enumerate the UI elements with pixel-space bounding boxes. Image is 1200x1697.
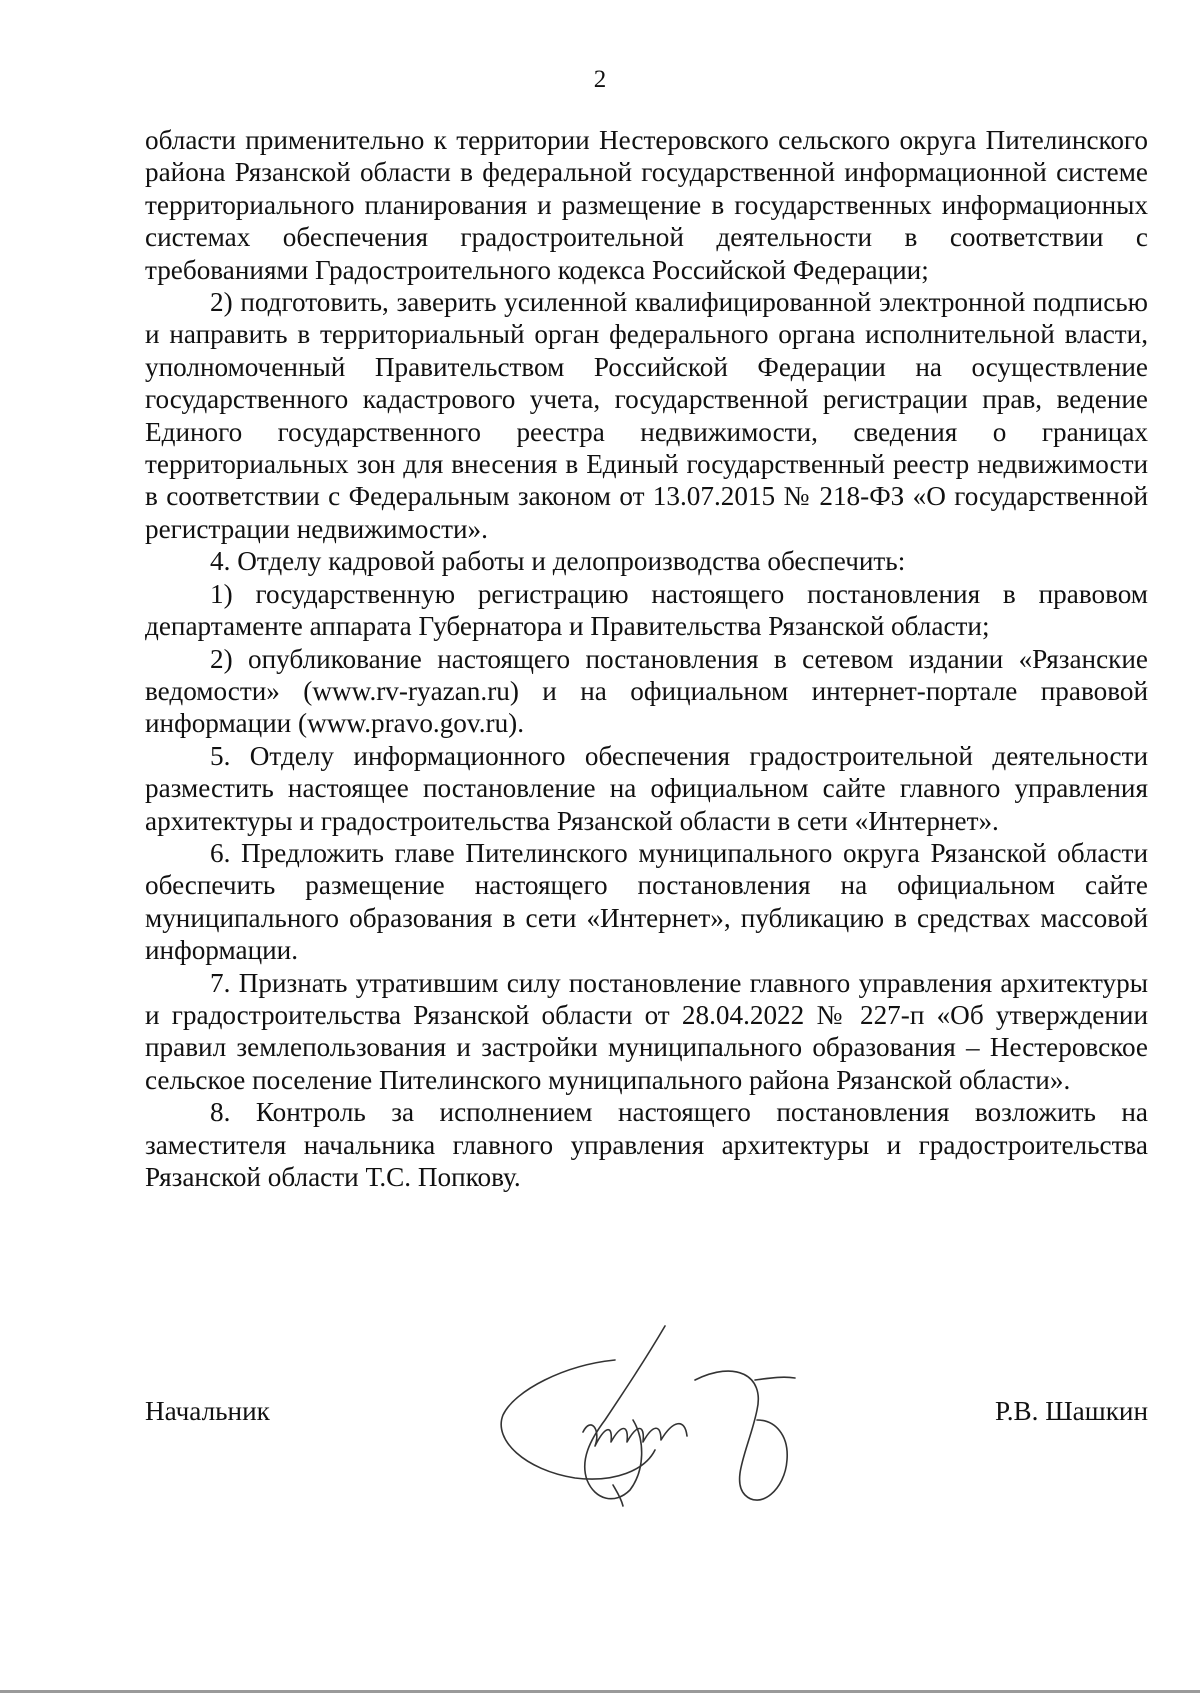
page-number: 2 (593, 66, 607, 93)
paragraph-5: 2) опубликование настоящего постановления в сетевом издании «Рязанские ведомости» (www.rv-ryazan.ru) и на официальном интернет-портале правовой информации (www.pravo.gov.ru). (145, 643, 1148, 739)
paragraph-1: области применительно к территории Нестеровского сельского округа Пителинского района Рязанской области в федеральной государственной информационной системе территориального планирования и размещение в государственных информационных системах обеспечения градостроительной деятельности в соответствии с требованиями Градостроительного кодекса Российской Федерации; (145, 125, 1148, 285)
paragraph-8: 7. Признать утратившим силу постановление главного управления архитектуры и градостроительства Рязанской области от 28.04.2022 № 227-п «Об утверждении правил землепользования и застройки муниципального образования – Нестеровское сельское поселение Пителинского муниципального района Рязанской области». (145, 967, 1148, 1095)
signatory-title: Начальник (145, 1396, 270, 1426)
signatory-name: Р.В. Шашкин (995, 1396, 1148, 1426)
paragraph-9: 8. Контроль за исполнением настоящего постановления возложить на заместителя начальника главного управления архитектуры и градостроительства Рязанской области Т.С. Попкову. (145, 1097, 1148, 1192)
paragraph-2: 2) подготовить, заверить усиленной квалифицированной электронной подписью и направить в территориальный орган федерального органа исполнительной власти, уполномоченный Правительством Российской Федерации на осуществление государственного кадастрового учета, государственной регистрации прав, ведение Единого государственного реестра недвижимости, сведения о границах территориальных зон для внесения в Единый государственный реестр недвижимости в соответствии с Федеральным законом от 13.07.2015 № 218-ФЗ «О государственной регистрации недвижимости». (145, 287, 1148, 544)
paragraph-4: 1) государственную регистрацию настоящего постановления в правовом департаменте аппарата Губернатора и Правительства Рязанской области; (145, 578, 1148, 642)
paragraph-7: 6. Предложить главе Пителинского муниципального округа Рязанской области обеспечить размещение настоящего постановления на официальном сайте муниципального образования в сети «Интернет», публикацию в средствах массовой информации. (145, 837, 1148, 966)
scan-edge-line (0, 1690, 1200, 1693)
paragraph-3: 4. Отделу кадровой работы и делопроизводства обеспечить: (210, 546, 906, 577)
handwritten-signature (495, 1320, 855, 1520)
document-body (145, 124, 1148, 1193)
paragraph-6: 5. Отделу информационного обеспечения градостроительной деятельности разместить настоящее постановление на официальном сайте главного управления архитектуры и градостроительства Рязанской области в сети «Интернет». (145, 740, 1148, 836)
